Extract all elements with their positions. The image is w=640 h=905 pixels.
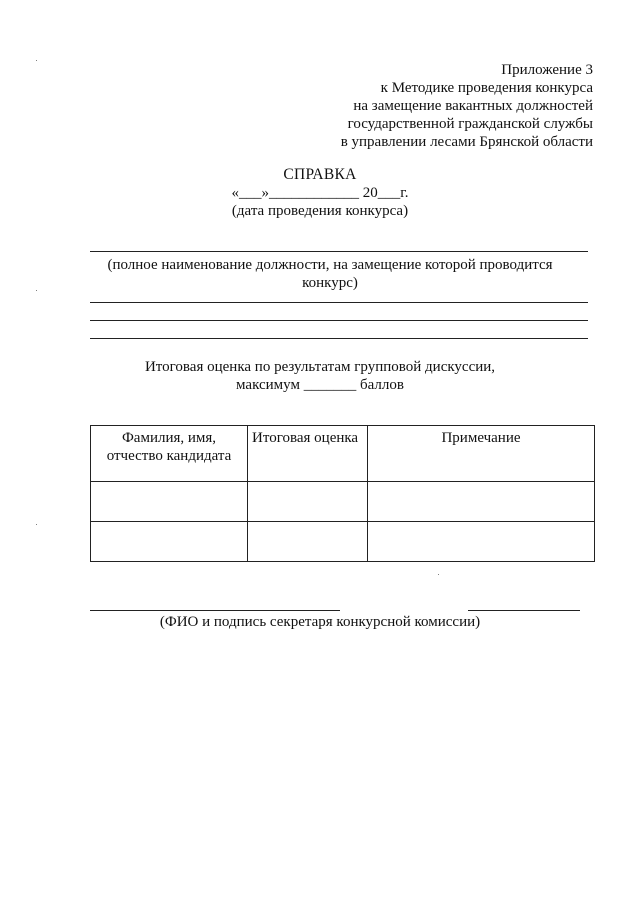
table-row — [91, 522, 595, 562]
position-name-line — [90, 251, 588, 252]
scan-speck — [36, 290, 37, 291]
blank-line — [90, 338, 588, 339]
appendix-line: Приложение 3 — [501, 62, 593, 78]
position-caption-line: конкурс) — [302, 275, 358, 291]
table-header-row — [91, 426, 595, 482]
table-cell — [368, 482, 595, 522]
table-cell — [91, 522, 248, 562]
position-caption-line: (полное наименование должности, на замещение которой проводится — [107, 257, 553, 273]
table-cell — [248, 522, 368, 562]
appendix-line: государственной гражданской службы — [347, 116, 593, 132]
scan-speck — [438, 574, 439, 575]
column-header-score: Итоговая оценка — [248, 426, 368, 482]
table-cell — [248, 482, 368, 522]
name-signature-line — [90, 610, 340, 611]
appendix-line: к Методике проведения конкурса — [380, 80, 593, 96]
appendix-line: на замещение вакантных должностей — [353, 98, 593, 114]
appendix-header — [341, 61, 593, 151]
table-cell — [91, 482, 248, 522]
assessment-line: Итоговая оценка по результатам групповой дискуссии, — [144, 359, 496, 375]
scan-speck — [36, 60, 37, 61]
column-header-note: Примечание — [368, 426, 595, 482]
table-cell — [368, 522, 595, 562]
blank-line — [90, 320, 588, 321]
column-header-candidate: Фамилия, имя, отчество кандидата — [91, 426, 248, 482]
position-caption — [100, 256, 560, 292]
signature-caption: (ФИО и подпись секретаря конкурсной комиссии) — [159, 614, 481, 630]
blank-line — [90, 302, 588, 303]
assessment-max-line: максимум _______ баллов — [236, 377, 404, 393]
appendix-line: в управлении лесами Брянской области — [340, 134, 593, 150]
document-title: СПРАВКА — [283, 166, 357, 183]
assessment-heading — [0, 358, 640, 394]
scan-speck — [36, 524, 37, 525]
date-signature-line — [468, 610, 580, 611]
date-caption: (дата проведения конкурса) — [231, 203, 409, 219]
table-row — [91, 482, 595, 522]
date-field: «___»____________ 20___г. — [231, 185, 409, 201]
results-table — [90, 425, 595, 562]
